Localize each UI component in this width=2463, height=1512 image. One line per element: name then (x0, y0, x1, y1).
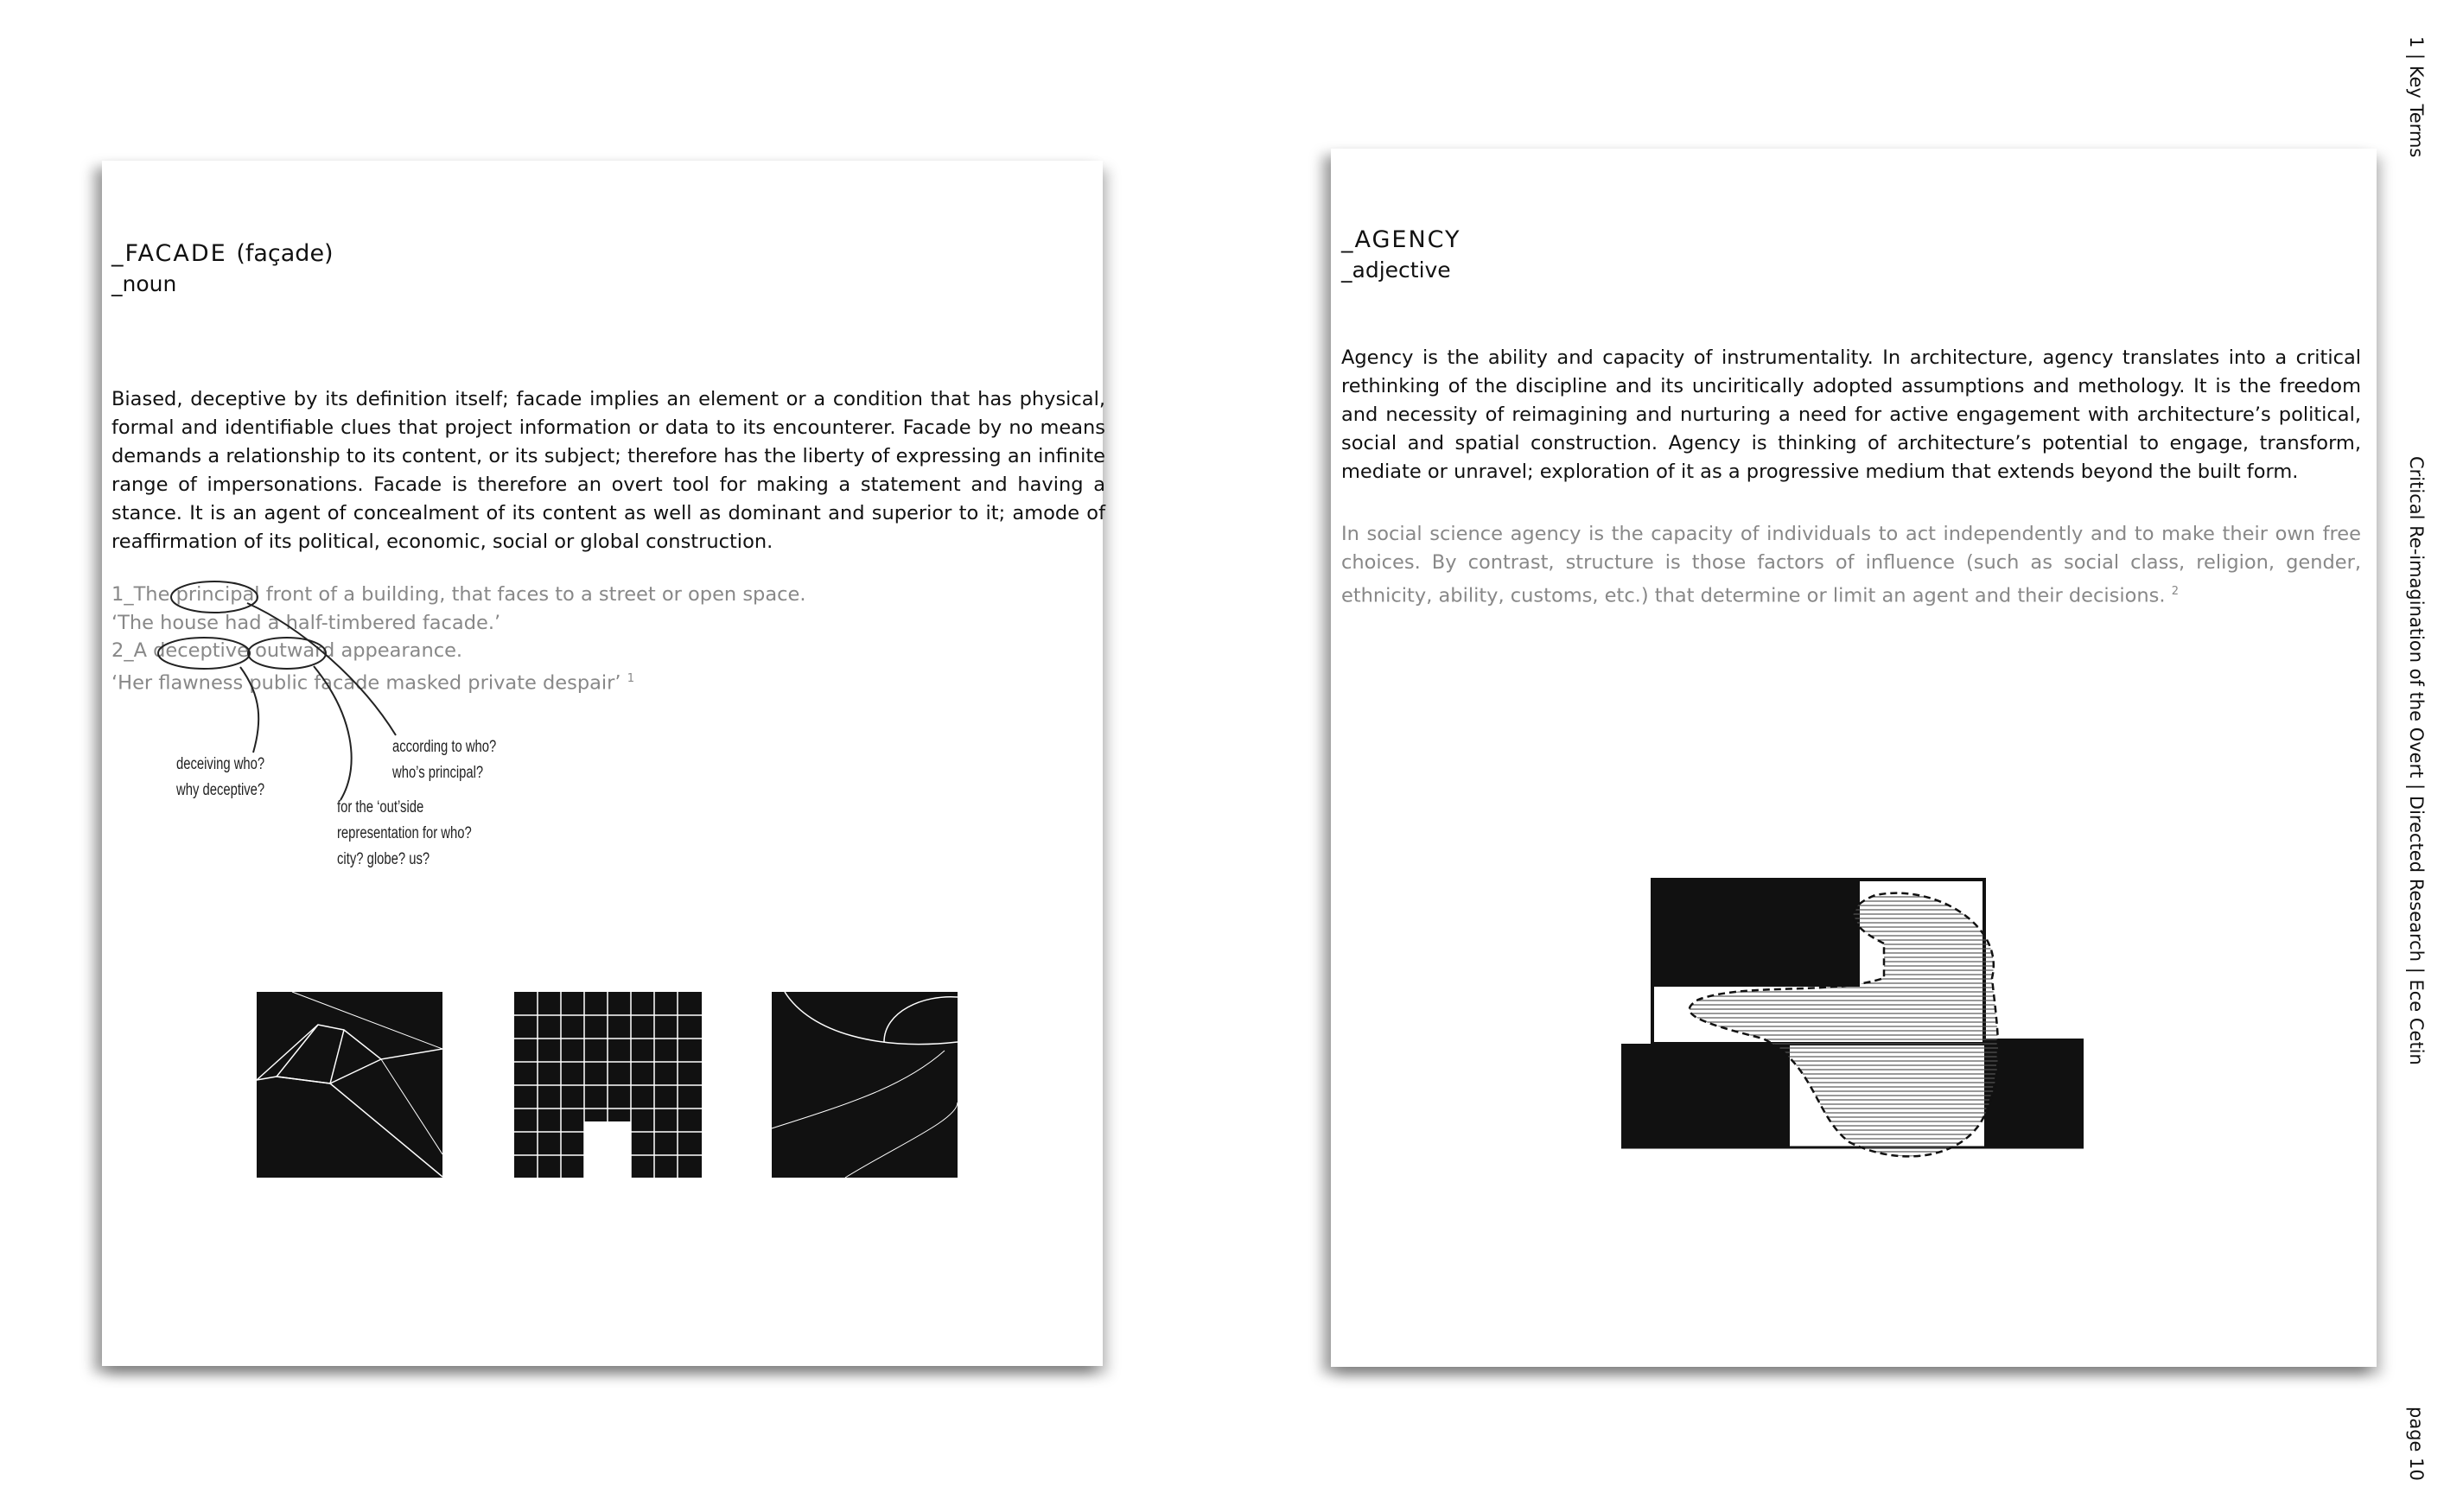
facade-diagram-facets (257, 992, 442, 1178)
agency-part-of-speech: _adjective (1341, 257, 1451, 283)
note-line: deceiving who? (176, 755, 265, 773)
sidebar-title: Critical Re-imagination of the Overt | Directed Research | Ece Cetin (2406, 456, 2427, 1065)
term-word: _FACADE (111, 240, 227, 267)
example-text: ‘Her flawness public facade masked private despair’ (111, 671, 621, 694)
circle-deceptive (158, 638, 250, 669)
example-line-1: 1_The principal front of a building, that faces to a street or open space. (111, 583, 806, 606)
agency-diagram (1331, 149, 2377, 1367)
example-line-2: ‘The house had a half-timbered facade.’ (111, 611, 501, 634)
agency-term: _AGENCY (1341, 226, 1461, 253)
note-line: according to who? (392, 738, 497, 756)
example-line-3: 2_A deceptive outward appearance. (111, 639, 463, 662)
facade-diagram-grid (514, 992, 702, 1178)
agency-definition: Agency is the ability and capacity of instrumentality. In architecture, agency translates into a critical rethinking of the discipline and its unciritically adopted assumptions and methology. It is the freedom and necessity of reimagining and nurturing a need for active engagement with architecture’s political, social and spatial construction. Agency is thinking of architecture’s potential to engage, transform, mediate or unravel; exploration of it as a progressive medium that extends beyond the built form. (1341, 346, 2361, 483)
social-text: In social science agency is the capacity of individuals to act independently and to make their own free choices. By contrast, structure is those factors of influence (such as social class, religion, gender, ethnicity, ability, customs, etc.) that determine or limit an agent and their decisions. (1341, 523, 2361, 607)
note-line: for the ‘out’side (337, 798, 424, 816)
note-line: city? globe? us? (337, 850, 430, 868)
left-page (102, 161, 1103, 1366)
facade-graphics (102, 161, 1103, 1366)
footnote-2: 2 (2171, 585, 2179, 598)
footnote-1: 1 (627, 671, 635, 685)
facade-part-of-speech: _noun (111, 271, 177, 296)
note-line: why deceptive? (176, 781, 265, 799)
leader-principal (247, 603, 396, 735)
facade-definition: Biased, deceptive by its definition itself; facade implies an element or a condition that has physical, formal and identifiable clues that project information or data to its encounterer. Facade by no means demands a relationship to its content, or its subject; therefore has the liberty of expressing an infinite range of impersonations. Facade is therefore an overt tool for making a statement and having a stance. It is an agent of concealment of its content as well as dominant and superior to it; amode of reaffirmation of its political, economic, social or global construction. (111, 388, 1105, 553)
term-alternate: (façade) (236, 240, 334, 267)
leader-deceptive (240, 667, 258, 753)
sidebar-section: 1 | Key Terms (2406, 36, 2427, 158)
circle-principal (171, 581, 258, 613)
right-page (1331, 149, 2377, 1367)
page-number: page 10 (2406, 1407, 2427, 1481)
leader-outward (314, 666, 352, 800)
note-line: who’s principal? (392, 764, 484, 782)
facade-diagram-curves (772, 992, 958, 1178)
note-line: representation for who? (337, 824, 472, 842)
circle-outward (248, 638, 326, 669)
